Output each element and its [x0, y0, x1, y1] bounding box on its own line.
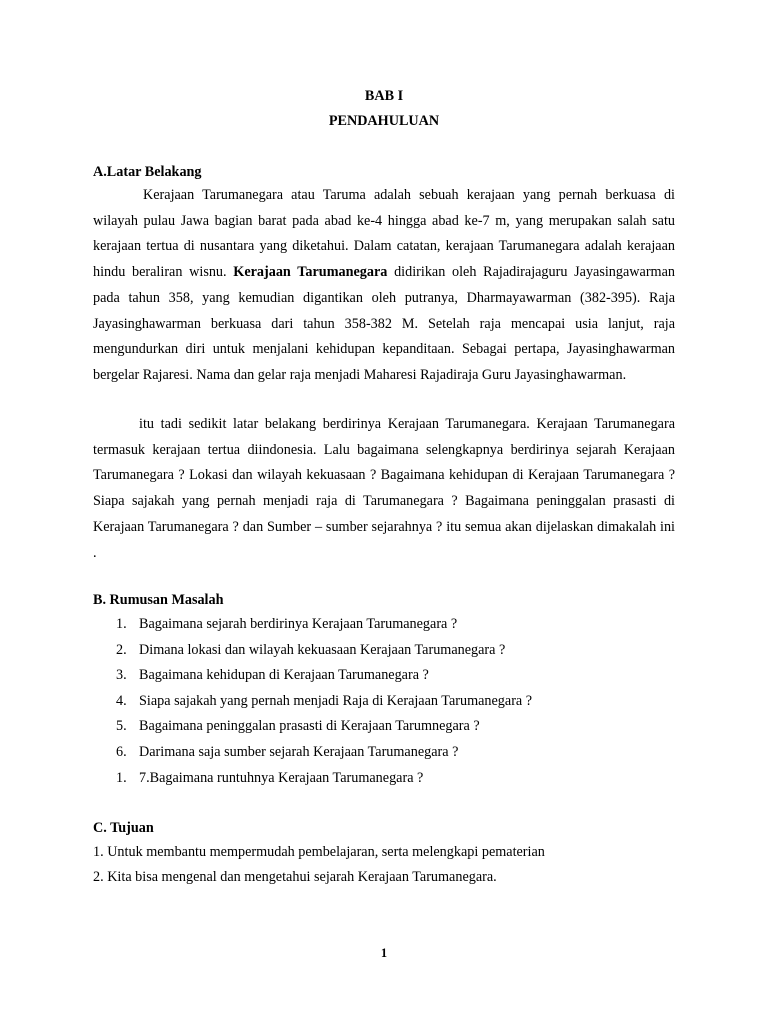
- list-item-text: Bagaimana sejarah berdirinya Kerajaan Tarumanegara ?: [139, 616, 458, 632]
- list-item: [116, 612, 532, 638]
- list-item: [116, 766, 532, 792]
- rumusan-masalah-list: [116, 612, 532, 791]
- list-item-text: Darimana saja sumber sejarah Kerajaan Tarumanegara ?: [139, 743, 459, 760]
- section-c-heading: C. Tujuan: [93, 820, 154, 836]
- list-item-text: Bagaimana kehidupan di Kerajaan Tarumanegara ?: [139, 667, 429, 684]
- list-item: [116, 638, 532, 664]
- list-item-number: 3.: [116, 667, 127, 684]
- list-item-number: 2.: [116, 641, 127, 658]
- paragraph-1-part-2: didirikan oleh Rajadirajaguru Jayasingawarman pada tahun 358, yang kemudian digantikan oleh putranya, Dharmayawarman (382-395). Raja Jayasinghawarman berkuasa dari tahun 358-382 M. Setelah raja mencapai usia lanjut, raja mengundurkan diri untuk menjalani kehidupan kepanditaan. Sebagai pertapa, Jayasinghawarman bergelar Rajaresi. Nama dan gelar raja menjadi Maharesi Rajadiraja Guru Jayasinghawarman.: [93, 264, 675, 383]
- list-item-text: 7.Bagaimana runtuhnya Kerajaan Tarumanegara ?: [139, 769, 424, 786]
- list-item-number: 1.: [116, 769, 127, 786]
- list-item-number: 6.: [116, 743, 127, 760]
- section-a-paragraph-1: [93, 183, 675, 389]
- paragraph-1-bold: Kerajaan Tarumanegara: [233, 264, 388, 281]
- list-item-text: Bagaimana peninggalan prasasti di Kerajaan Tarumnegara ?: [139, 718, 480, 735]
- section-a-paragraph-2: itu tadi sedikit latar belakang berdirinya Kerajaan Tarumanegara. Kerajaan Tarumanegara termasuk kerajaan tertua diindonesia. Lalu bagaimana selengkapnya berdirinya sejarah Kerajaan Tarumanegara ? Lokasi dan wilayah kekuasaan ? Bagaimana kehidupan di Kerajaan Tarumanegara ? Siapa sajakah yang pernah menjadi raja di Tarumanegara ? Bagaimana peninggalan prasasti di Kerajaan Tarumanegara ? dan Sumber – sumber sejarahnya ? itu semua akan dijelaskan dimakalah ini .: [93, 416, 675, 561]
- list-item-number: 4.: [116, 692, 127, 709]
- list-item-text: Dimana lokasi dan wilayah kekuasaan Kerajaan Tarumanegara ?: [139, 641, 506, 658]
- list-item-text: Siapa sajakah yang pernah menjadi Raja di Kerajaan Tarumanegara ?: [139, 692, 533, 709]
- section-a-heading: A.Latar Belakang: [93, 164, 202, 180]
- tujuan-line-1: 1. Untuk membantu mempermudah pembelajaran, serta melengkapi pematerian: [93, 844, 545, 860]
- list-item-number: 1.: [116, 616, 127, 632]
- section-b-heading: B. Rumusan Masalah: [93, 592, 224, 608]
- paragraph-1-part-1: Kerajaan Tarumanegara atau Taruma adalah sebuah kerajaan yang pernah berkuasa di wilayah pulau Jawa bagian barat pada abad ke-4 hingga abad ke-7 m, yang merupakan salah satu kerajaan tertua di nusantara yang diketahui. Dalam catatan, kerajaan Tarumanegara adalah kerajaan hindu beraliran wisnu.: [93, 187, 675, 281]
- list-item: [116, 714, 532, 740]
- page-number: 1: [380, 946, 388, 960]
- list-item: [116, 663, 532, 689]
- list-item: [116, 689, 532, 715]
- chapter-label: BAB I: [364, 88, 404, 104]
- list-item: [116, 740, 532, 766]
- list-item-number: 5.: [116, 718, 127, 735]
- tujuan-line-2: 2. Kita bisa mengenal dan mengetahui sejarah Kerajaan Tarumanegara.: [93, 869, 497, 885]
- chapter-title: PENDAHULUAN: [328, 113, 440, 129]
